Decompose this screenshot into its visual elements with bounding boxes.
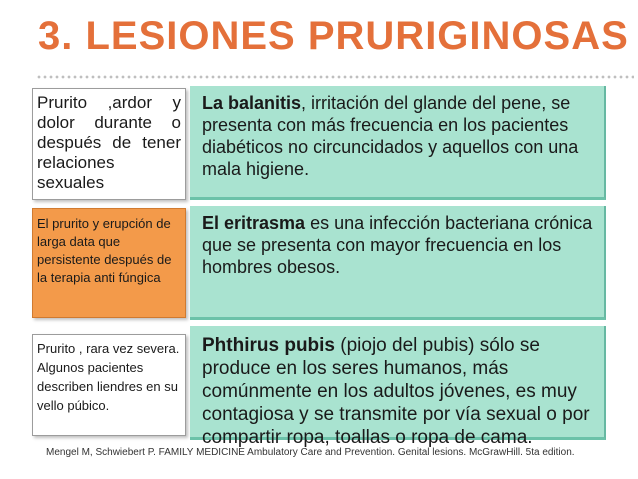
description-text: es una infección bacteriana crónica que se presenta con mayor frecuencia en los hombres obesos.	[202, 213, 593, 277]
term-eritrasma: El eritrasma	[202, 213, 306, 233]
description-box-phthirus	[190, 326, 606, 448]
reference-citation: Mengel M, Schwiebert P. FAMILY MEDICINE Ambulatory Care and Prevention. Genital lesions. McGrawHill. 5ta edition.	[46, 447, 575, 458]
description-text: , irritación del glande del pene, se presenta con más frecuencia en los pacientes diabéticos no circuncidados y aquellos con una mala higiene.	[202, 93, 579, 179]
dotted-divider	[36, 74, 634, 80]
term-balanitis: La balanitis	[202, 93, 302, 113]
slide-title: 3. LESIONES PRURIGINOSAS	[38, 14, 629, 58]
description-box-eritrasma	[190, 206, 606, 320]
symptom-box-eritrasma: El prurito y erupción de larga data que persistente después de la terapia anti fúngica	[32, 208, 186, 318]
description-text: (piojo del pubis) sólo se produce en los seres humanos, más comúnmente en los adultos jóvenes, es muy contagiosa y se transmite por vía sexual o por compartir ropa, toallas o ropa de cama.	[202, 335, 590, 448]
term-phthirus: Phthirus pubis	[202, 335, 335, 356]
description-box-balanitis	[190, 86, 606, 200]
symptom-box-phthirus: Prurito , rara vez severa. Algunos pacientes describen liendres en su vello púbico.	[32, 334, 186, 436]
symptom-box-balanitis: Prurito ,ardor y dolor durante o después de tener relaciones sexuales	[32, 88, 186, 200]
